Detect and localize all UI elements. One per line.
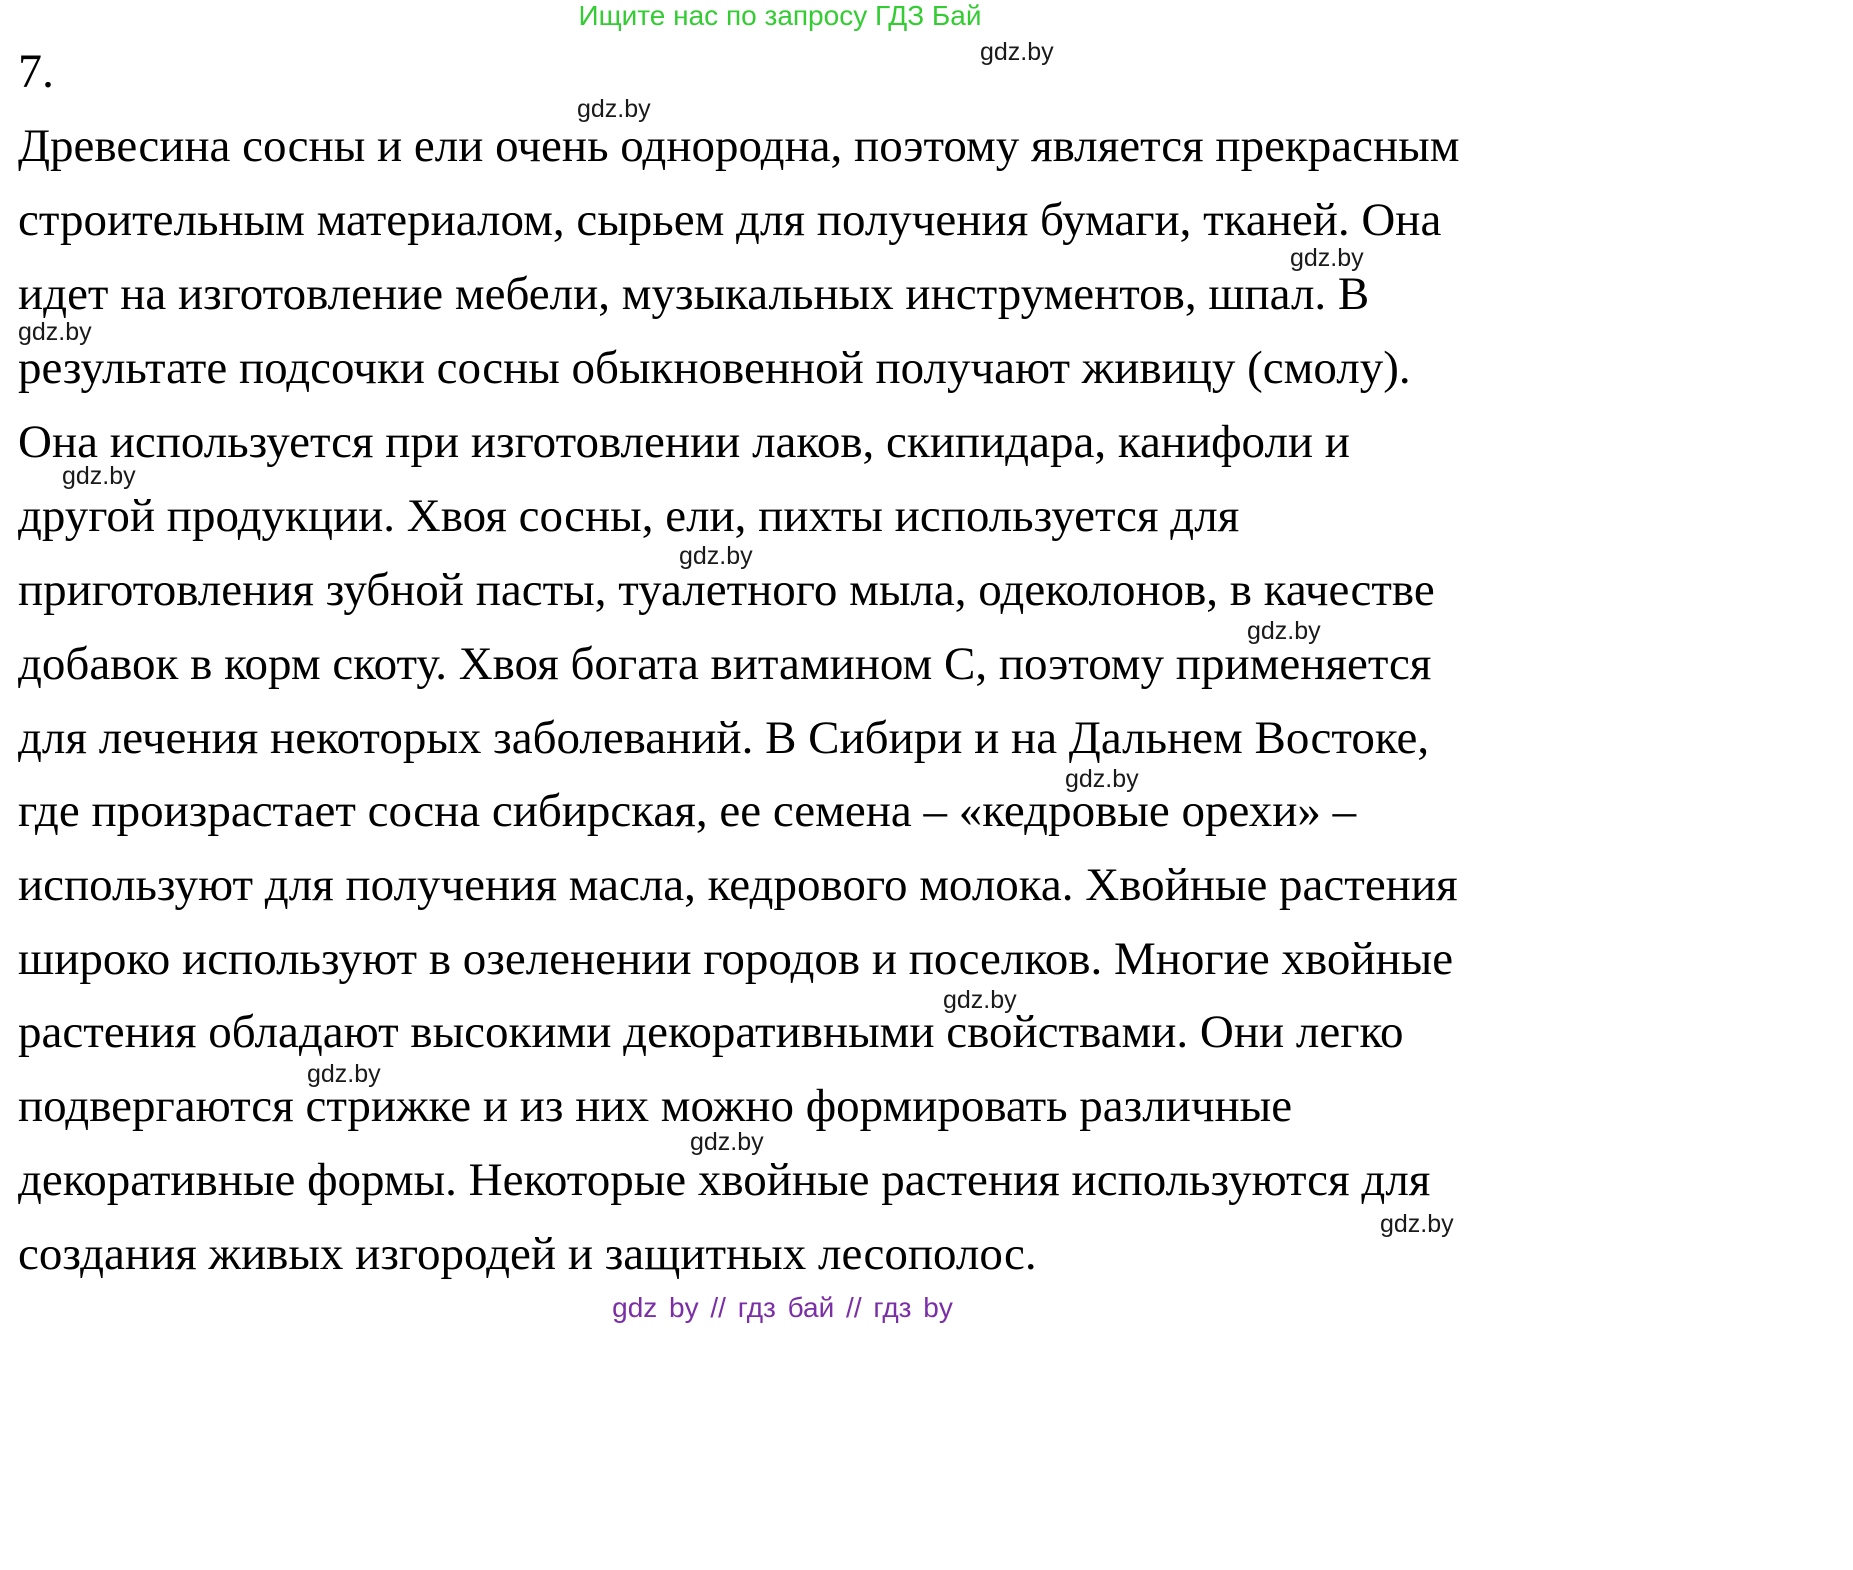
watermark: gdz.by xyxy=(1380,1210,1454,1238)
watermark: gdz.by xyxy=(1065,765,1139,793)
watermark: gdz.by xyxy=(1500,1500,1574,1528)
body-line-5: Она используется при изготовлении лаков, скипидара, канифоли и xyxy=(18,416,1350,468)
body-line-12: широко используют в озеленении городов и поселков. Многие хвойные xyxy=(18,933,1454,985)
body-line-6: другой продукции. Хвоя сосны, ели, пихты используется для xyxy=(18,490,1240,542)
body-line-9: для лечения некоторых заболеваний. В Сибири и на Дальнем Востоке, xyxy=(18,712,1430,764)
watermark: gdz.by xyxy=(577,95,651,123)
watermark: gdz.by xyxy=(679,542,753,570)
body-line-2: строительным материалом, сырьем для получения бумаги, тканей. Она xyxy=(18,194,1442,246)
body-line-4: результате подсочки сосны обыкновенной получают живицу (смолу). xyxy=(18,342,1411,394)
body-line-15: декоративные формы. Некоторые хвойные растения используются для xyxy=(18,1154,1431,1206)
watermark: gdz.by xyxy=(18,318,92,346)
watermark: gdz.by xyxy=(1290,244,1364,272)
body-line-1: Древесина сосны и ели очень однородна, поэтому является прекрасным xyxy=(18,120,1460,172)
body-line-13: растения обладают высокими декоративными свойствами. Они легко xyxy=(18,1006,1404,1058)
watermark: gdz.by xyxy=(307,1060,381,1088)
body-line-11: используют для получения масла, кедрового молока. Хвойные растения xyxy=(18,859,1458,911)
search-hint-banner: Ищите нас по запросу ГДЗ Бай xyxy=(578,0,982,31)
body-line-10: где произрастает сосна сибирская, ее семена – «кедровые орехи» – xyxy=(18,785,1357,837)
watermark: gdz.by xyxy=(690,1128,764,1156)
body-line-16: создания живых изгородей и защитных лесополос. xyxy=(18,1228,1037,1280)
watermark: gdz.by xyxy=(980,38,1054,66)
body-line-8: добавок в корм скоту. Хвоя богата витамином С, поэтому применяется xyxy=(18,638,1432,690)
watermark: gdz.by xyxy=(62,462,136,490)
task-number: 7. xyxy=(18,45,54,98)
body-line-7: приготовления зубной пасты, туалетного мыла, одеколонов, в качестве xyxy=(18,564,1435,616)
body-line-3: идет на изготовление мебели, музыкальных инструментов, шпал. В xyxy=(18,268,1370,320)
watermark: gdz.by xyxy=(943,986,1017,1014)
body-line-14: подвергаются стрижке и из них можно формировать различные xyxy=(18,1080,1293,1132)
watermark: gdz.by xyxy=(1247,617,1321,645)
footer-links: gdz by // гдз бай // гдз by xyxy=(612,1292,953,1323)
